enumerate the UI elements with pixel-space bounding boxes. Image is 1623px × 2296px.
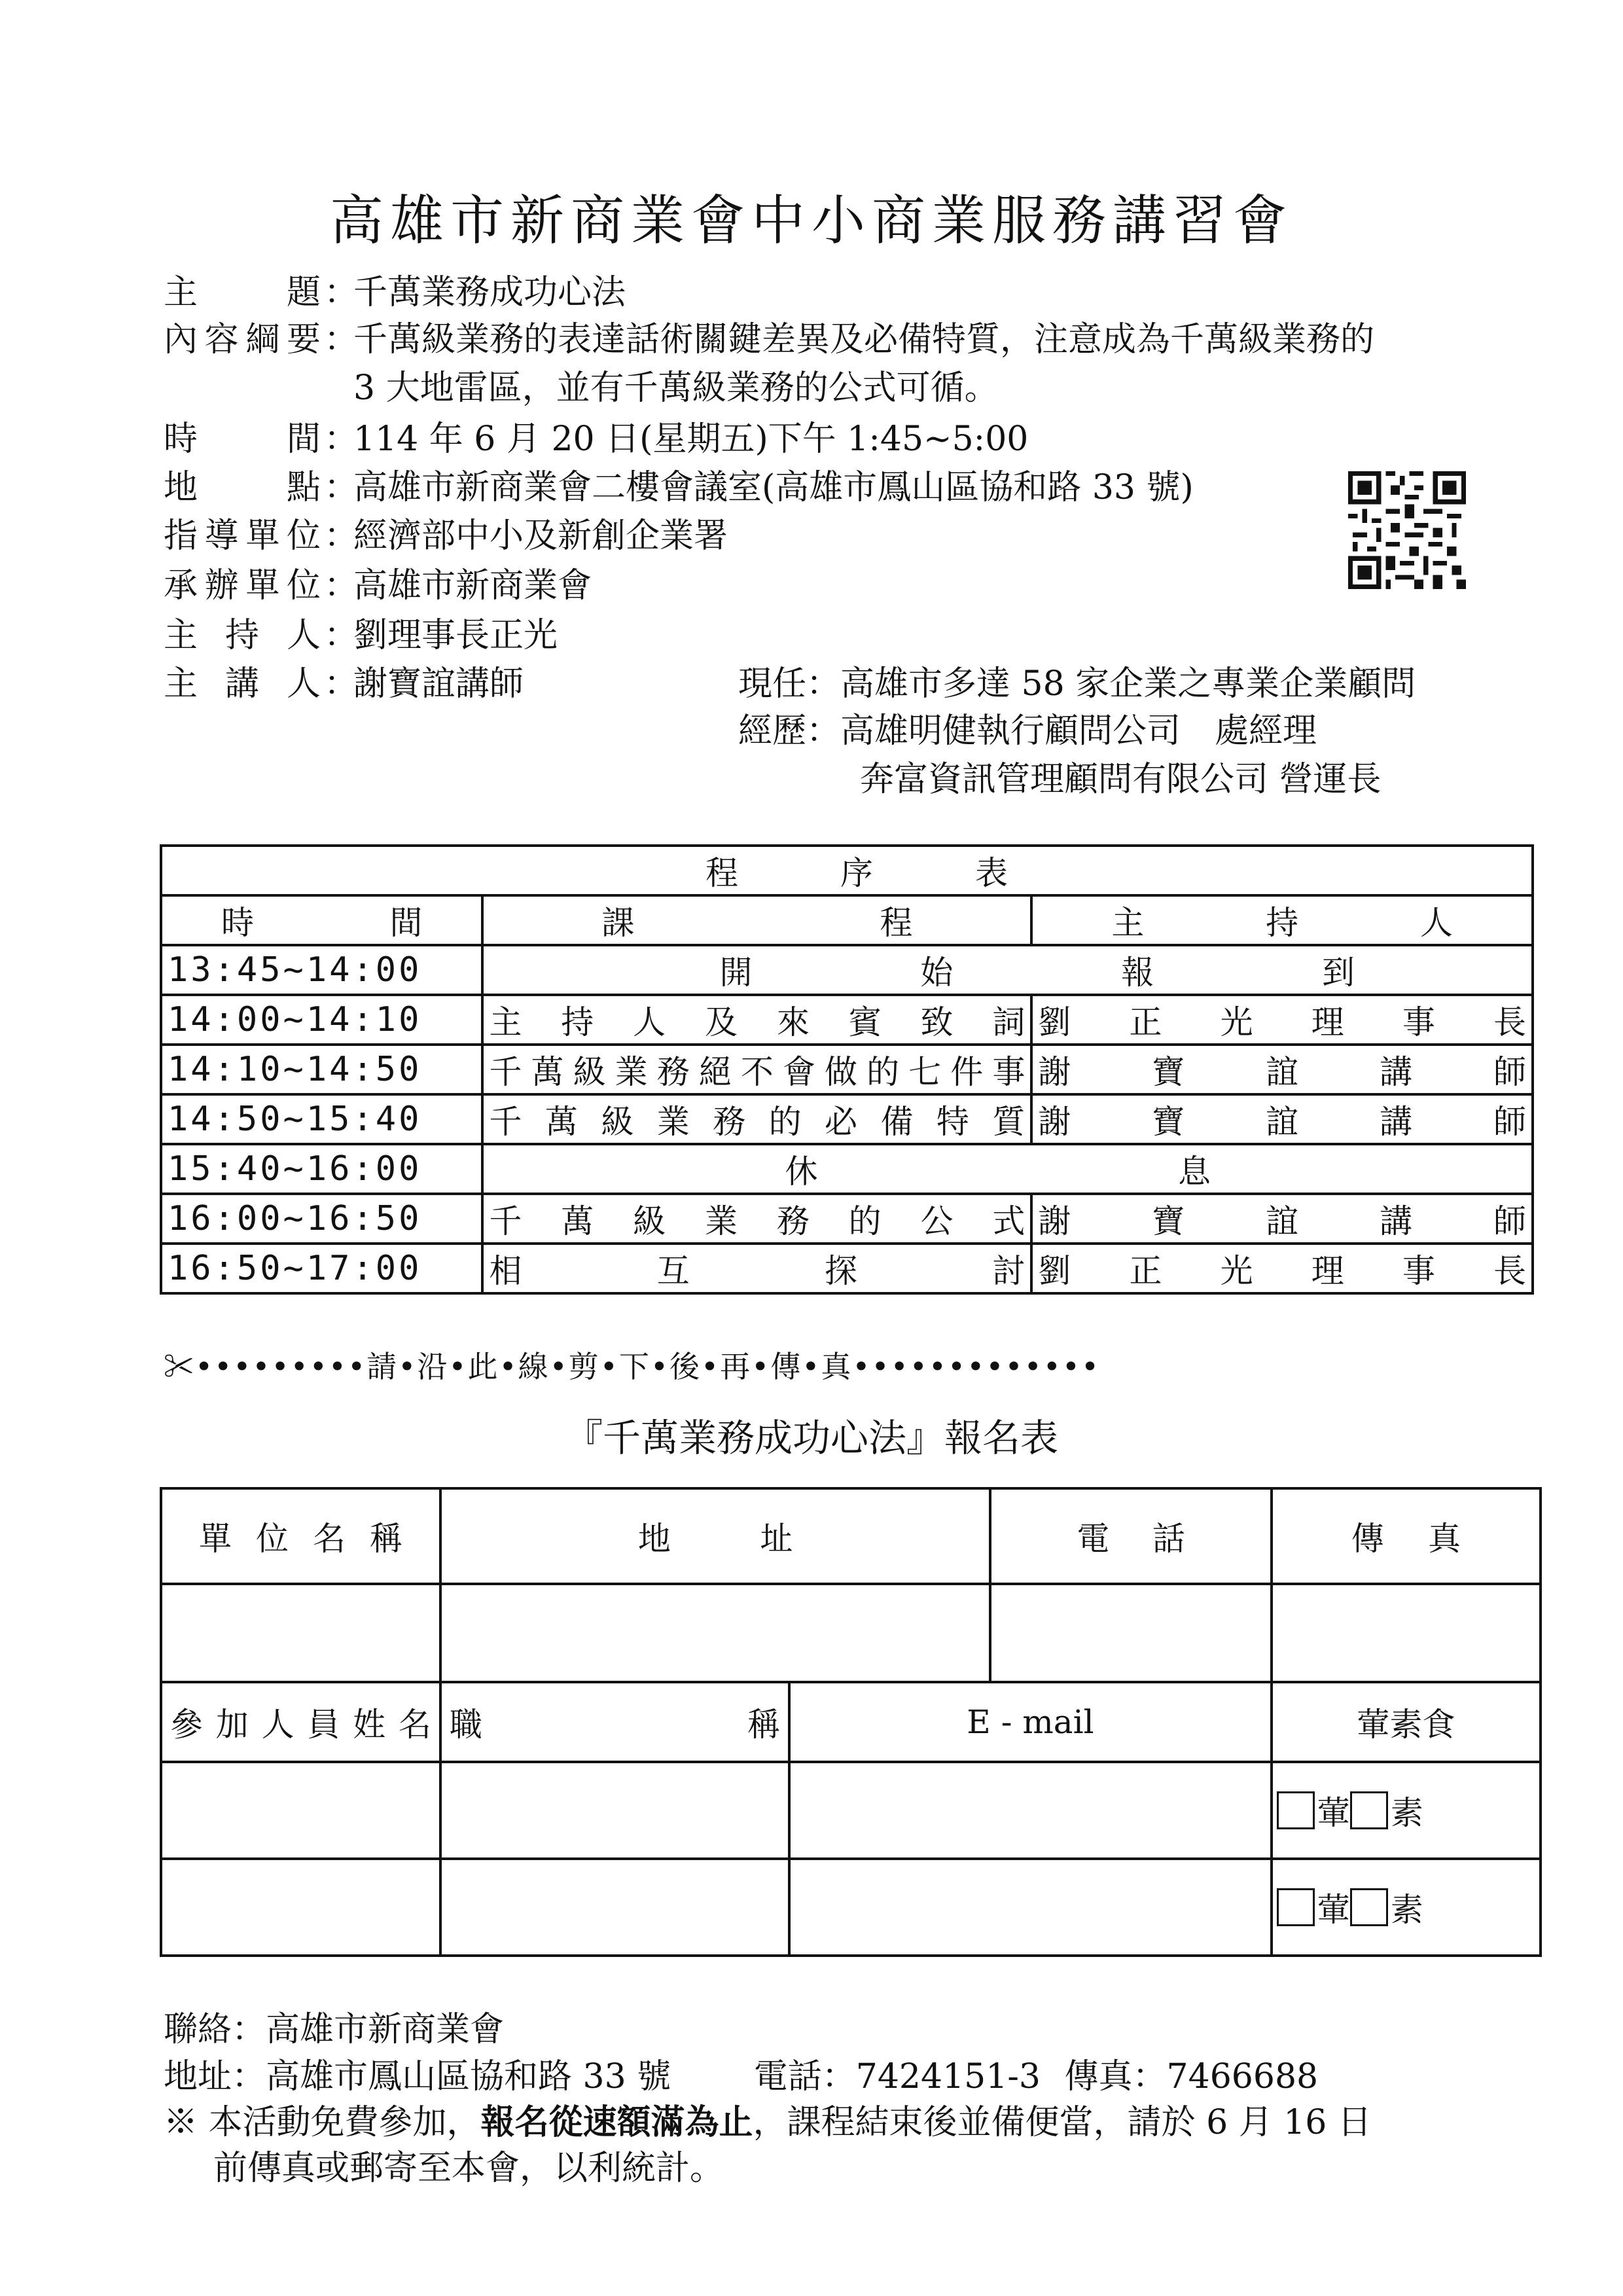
header-unit-name: 單位名稱 <box>161 1488 440 1584</box>
info-place <box>0 465 1335 511</box>
program-row <box>161 1194 1533 1244</box>
footer-address: 地址：高雄市鳳山區協和路 33 號 <box>164 2057 671 2096</box>
outline-label: 內容綱要 <box>164 320 321 359</box>
row-time: 16:00~16:50 <box>161 1194 482 1244</box>
info-host <box>0 613 1309 658</box>
place-value: 高雄市新商業會二樓會議室(高雄市鳳山區協和路 33 號) <box>353 468 1194 507</box>
row-course: 千萬級業務絕不會做的七件事 <box>482 1045 1031 1094</box>
colon: ： <box>324 616 359 655</box>
phone-field[interactable] <box>990 1584 1271 1682</box>
veg-checkbox[interactable] <box>1350 1888 1388 1926</box>
speaker-experience <box>738 708 1317 754</box>
header-course: 課程 <box>482 895 1031 945</box>
attendee-name-field[interactable] <box>161 1859 440 1956</box>
email-field[interactable] <box>789 1859 1272 1956</box>
form-header-row-1 <box>161 1488 1541 1584</box>
qr-code <box>1348 471 1466 589</box>
speaker-label: 主講人 <box>164 664 321 704</box>
row-time: 14:10~14:50 <box>161 1045 482 1094</box>
host-value: 劉理事長正光 <box>353 616 558 655</box>
row-course: 主持人及來賓致詞 <box>482 995 1031 1045</box>
attendee-name-field[interactable] <box>161 1762 440 1859</box>
current-value: 高雄市多達 58 家企業之專業企業顧問 <box>840 664 1416 704</box>
speaker-current <box>738 661 1416 707</box>
row-course: 千萬級業務的公式 <box>482 1194 1031 1244</box>
outline-line1: 千萬級業務的表達話術關鍵差異及必備特質，注意成為千萬級業務的 <box>353 320 1375 359</box>
email-field[interactable] <box>789 1762 1272 1859</box>
header-time: 時間 <box>161 895 482 945</box>
attendee-row <box>161 1762 1541 1859</box>
program-row <box>161 1244 1533 1293</box>
guide-label: 指導單位 <box>164 516 321 556</box>
address-field[interactable] <box>440 1584 991 1682</box>
subject-label: 主題 <box>164 273 321 312</box>
row-time: 15:40~16:00 <box>161 1144 482 1194</box>
form-header-row-2 <box>161 1682 1541 1762</box>
row-host: 劉正光理事長 <box>1031 1244 1533 1293</box>
program-row <box>161 995 1533 1045</box>
row-merged: 休息 <box>482 1144 1533 1194</box>
footer-fax: 傳真：7466688 <box>1064 2057 1319 2096</box>
colon: ： <box>324 320 359 359</box>
note-part-c: ，課程結束後並備便當，請於 6 月 16 日 <box>753 2103 1372 2142</box>
row-course: 千萬級業務的必備特質 <box>482 1094 1031 1144</box>
program-row <box>161 1094 1533 1144</box>
row-time: 13:45~14:00 <box>161 945 482 995</box>
header-attendee-name: 參加人員姓名 <box>161 1682 440 1762</box>
meat-label: 葷 <box>1317 1891 1350 1929</box>
footer-address-line <box>164 2049 1318 2098</box>
cut-line: ✂•••••••••請•沿•此•線•剪•下•後•再•傳•真••••••••••••• <box>164 1349 1101 1384</box>
colon: ： <box>324 566 359 605</box>
registration-form <box>160 1487 1542 1957</box>
veg-checkbox[interactable] <box>1350 1791 1388 1829</box>
time-label: 時間 <box>164 420 321 459</box>
info-organizer <box>0 563 1309 609</box>
row-host: 謝寶誼講師 <box>1031 1194 1533 1244</box>
fax-field[interactable] <box>1272 1584 1541 1682</box>
current-label: 現任： <box>738 664 841 704</box>
meat-label: 葷 <box>1317 1794 1350 1832</box>
colon: ： <box>324 516 359 556</box>
meat-checkbox[interactable] <box>1277 1791 1315 1829</box>
row-time: 14:00~14:10 <box>161 995 482 1045</box>
page-title: 高雄市新商業會中小商業服務講習會 <box>329 190 1293 252</box>
program-table <box>160 844 1534 1295</box>
form-title: 『千萬業務成功心法』報名表 <box>564 1416 1058 1460</box>
attendee-row <box>161 1859 1541 1956</box>
header-email: E - mail <box>789 1682 1272 1762</box>
outline-line2: 3 大地雷區，並有千萬級業務的公式可循。 <box>353 368 999 408</box>
info-speaker <box>0 661 720 707</box>
header-meal: 葷素食 <box>1272 1682 1541 1762</box>
note-part-a: ※ 本活動免費參加， <box>164 2103 481 2142</box>
meal-choice <box>1272 1762 1541 1859</box>
header-host: 主持人 <box>1031 895 1533 945</box>
experience-1: 高雄明健執行顧問公司 處經理 <box>840 711 1317 751</box>
meat-checkbox[interactable] <box>1277 1888 1315 1926</box>
note-emphasis: 報名從速額滿為止 <box>480 2102 753 2142</box>
program-title: 程序表 <box>161 846 1533 895</box>
row-host: 謝寶誼講師 <box>1031 1094 1533 1144</box>
program-row <box>161 945 1533 995</box>
row-course: 相互探討 <box>482 1244 1031 1293</box>
form-input-row-1 <box>161 1584 1541 1682</box>
colon: ： <box>324 273 359 312</box>
header-fax: 傳真 <box>1272 1488 1541 1584</box>
veg-label: 素 <box>1390 1891 1423 1929</box>
footer-note <box>164 2094 1372 2144</box>
row-merged: 開始報到 <box>482 945 1533 995</box>
row-host: 謝寶誼講師 <box>1031 1045 1533 1094</box>
info-guide <box>0 513 1309 559</box>
header-job-title: 職稱 <box>440 1682 789 1762</box>
veg-label: 素 <box>1390 1794 1423 1832</box>
organizer-value: 高雄市新商業會 <box>353 566 592 605</box>
header-phone: 電話 <box>990 1488 1271 1584</box>
host-label: 主持人 <box>164 616 321 655</box>
footer-phone: 電話：7424151-3 <box>753 2057 1041 2096</box>
experience-2: 奔富資訊管理顧問有限公司 營運長 <box>860 760 1382 799</box>
speaker-value: 謝寶誼講師 <box>353 664 524 704</box>
info-time <box>0 416 1623 462</box>
program-title-row <box>161 846 1533 895</box>
info-subject <box>0 270 1623 315</box>
experience-label: 經歷： <box>738 711 841 751</box>
row-time: 14:50~15:40 <box>161 1094 482 1144</box>
colon: ： <box>324 420 359 459</box>
program-row <box>161 1144 1533 1194</box>
job-title-field[interactable] <box>440 1859 789 1956</box>
meal-choice <box>1272 1859 1541 1956</box>
subject-value: 千萬業務成功心法 <box>353 273 626 312</box>
colon: ： <box>324 664 359 704</box>
job-title-field[interactable] <box>440 1762 789 1859</box>
row-time: 16:50~17:00 <box>161 1244 482 1293</box>
program-row <box>161 1045 1533 1094</box>
organizer-label: 承辦單位 <box>164 566 321 605</box>
row-host: 劉正光理事長 <box>1031 995 1533 1045</box>
footer-contact: 聯絡：高雄市新商業會 <box>164 2010 505 2049</box>
guide-value: 經濟部中小及新創企業署 <box>353 516 728 556</box>
time-value: 114 年 6 月 20 日(星期五)下午 1:45~5:00 <box>353 420 1029 459</box>
place-label: 地點 <box>164 468 321 507</box>
info-outline <box>0 317 1623 363</box>
program-header-row <box>161 895 1533 945</box>
note-part-d: 前傳真或郵寄至本會，以利統計。 <box>213 2149 724 2188</box>
header-address: 地址 <box>440 1488 991 1584</box>
colon: ： <box>324 468 359 507</box>
unit-name-field[interactable] <box>161 1584 440 1682</box>
